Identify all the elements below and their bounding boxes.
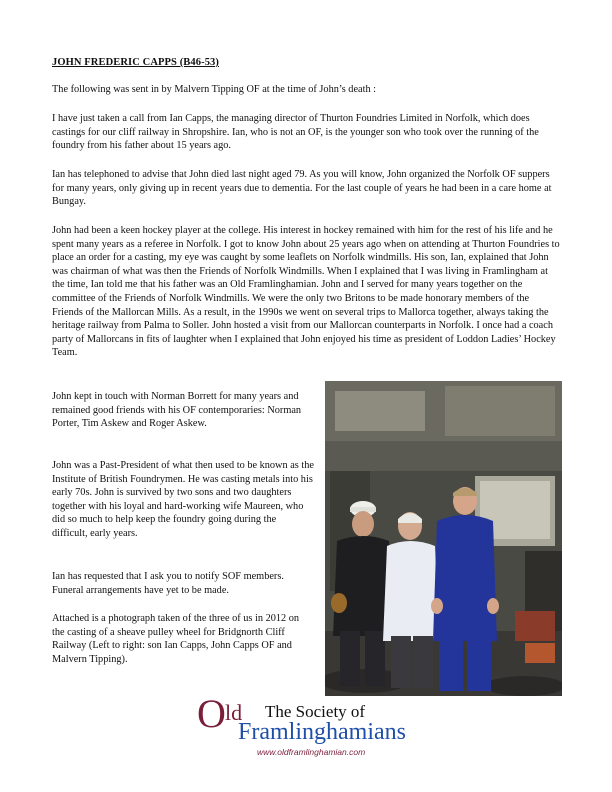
logo-society-text: The Society of bbox=[265, 702, 366, 721]
paragraph-2: Ian has telephoned to advise that John died last night aged 79. As you will know, John organized the Norfolk OF suppers for many years, only giving up in recent years due to dementia. For the last couple of years he had been in a care home at Bungay. bbox=[52, 169, 552, 208]
paragraph-1: I have just taken a call from Ian Capps, the managing director of Thurton Foundries Limited in Norfolk, which does castings for our cliff railway in Shropshire. Ian, who is not an OF, is the younger son who took over the running of the foundry from his father about 15 years ago. bbox=[52, 113, 539, 152]
logo-main-text: Framlinghamians bbox=[238, 719, 406, 745]
foundry-photograph bbox=[325, 381, 562, 696]
paragraph-4: John kept in touch with Norman Borrett for many years and remained good friends with his OF contemporaries: Norman Porter, Tim Askew and Roger Askew. bbox=[52, 391, 302, 430]
article-intro: The following was sent in by Malvern Tipping OF at the time of John’s death : bbox=[52, 84, 377, 95]
paragraph-7: Attached is a photograph taken of the three of us in 2012 on the casting of a sheave pulley wheel for Bridgnorth Cliff Railway (Left to right: son Ian Capps, John Capps OF and Malvern Tipping). bbox=[52, 613, 300, 665]
paragraph-3: John had been a keen hockey player at the college. His interest in hockey remained with him for the rest of his life and he spent many years as a referee in Norfolk. I got to know John about 25 years ago when on attending at Thurton Foundries to place an order for a casting, my eye was caught by some leaflets on Norfolk windmills. His son, Ian, explained that John was chairman of what was then the Friends of Norfolk Windmills. When I explained that I was living in Framlingham at the time, Ian told me that his father was an Old Framlinghamian. John and I served for many years together on the committee of the Friends of Norfolk Windmills. We were the only two Britons to be made honorary members of the Friends of the Mallorcan Mills. As a result, in the 1990s we went on several trips to Mallorca together, always taking the heritage railway from Palma to Soller. John hosted a visit from our Mallorcan counterparts in Norfolk. I once had a coach party of Mallorcans in fits of laughter when I explained that John enjoyed his time as president of Loddon Ladies’ Hockey Team. bbox=[52, 225, 560, 359]
logo-letter-o: O bbox=[197, 691, 226, 736]
society-logo bbox=[195, 691, 425, 760]
logo-letters-ld: ld bbox=[225, 700, 243, 725]
article-title: JOHN FREDERIC CAPPS (B46-53) bbox=[52, 57, 220, 68]
paragraph-6: Ian has requested that I ask you to notify SOF members. Funeral arrangements have yet to be made. bbox=[52, 571, 284, 596]
logo-url: www.oldframlinghamian.com bbox=[257, 747, 366, 757]
paragraph-5: John was a Past-President of what then used to be known as the Institute of British Foundrymen. He was casting metals into his early 70s. John is survived by two sons and two daughters together with his loyal and hard-working wife Maureen, who did so much to help keep the foundry going during the difficult, early years. bbox=[52, 460, 314, 539]
